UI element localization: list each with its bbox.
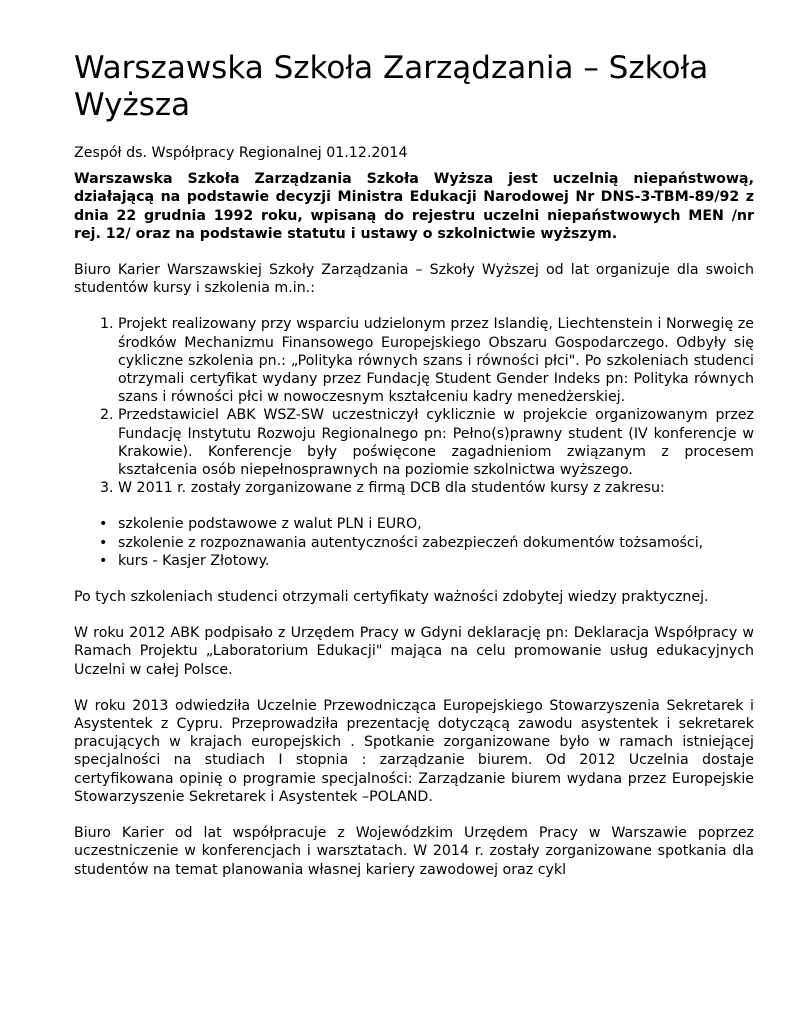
intro-paragraph: Warszawska Szkoła Zarządzania Szkoła Wyższa jest uczelnią niepaństwową, działającą na podstawie decyzji Ministra Edukacji Narodowej Nr DNS-3-TBM-89/92 z dnia 22 grudnia 1992 roku, wpisaną do rejestru uczelni niepaństwowych MEN /nr rej. 12/ oraz na podstawie statutu i ustawy o szkolnictwie wyższym. <box>74 171 754 242</box>
bullet-icon: • <box>99 516 108 533</box>
bullet-icon: • <box>99 552 108 569</box>
numbered-list-item: 3. W 2011 r. zostały zorganizowane z firmą DCB dla studentów kursy z zakresu: <box>118 479 754 497</box>
numbered-list <box>74 315 754 497</box>
bullet-list <box>74 515 754 570</box>
bullet-text: szkolenie z rozpoznawania autentyczności zabezpieczeń dokumentów tożsamości, <box>118 534 704 551</box>
body-paragraph: W roku 2013 odwiedziła Uczelnie Przewodnicząca Europejskiego Stowarzyszenia Sekretarek i Asystentek z Cypru. Przeprowadziła prezentację dotyczącą zawodu asystentek i sekretarek pracujących w krajach europejskich . Spotkanie zorganizowane było w ramach istniejącej specjalności na studiach I stopnia : zarządzanie biurem. Od 2012 Uczelnia dostaje certyfikowana opinię o programie specjalności: Zarządzanie biurem wydana przez Europejskie Stowarzyszenie Sekretarek i Asystentek –POLAND. <box>74 697 754 805</box>
bullet-icon: • <box>99 534 108 551</box>
document-subtitle: Zespół ds. Współpracy Regionalnej 01.12.2014 <box>74 145 408 161</box>
bullet-list-item <box>99 552 754 570</box>
body-paragraph: Po tych szkoleniach studenci otrzymali certyfikaty ważności zdobytej wiedzy praktycznej. <box>74 589 709 606</box>
bullet-list-item <box>99 515 754 533</box>
body-paragraph: W roku 2012 ABK podpisało z Urzędem Pracy w Gdyni deklarację pn: Deklaracja Współpracy w Ramach Projektu „Laboratorium Edukacji" mająca na celu promowanie usług edukacyjnych Uczelni w całej Polsce. <box>74 625 754 678</box>
document-title: Warszawska Szkoła Zarządzania – Szkoła Wyższa <box>74 50 709 123</box>
bullet-text: szkolenie podstawowe z walut PLN i EURO, <box>118 516 422 533</box>
lead-paragraph: Biuro Karier Warszawskiej Szkoły Zarządzania – Szkoły Wyższej od lat organizuje dla swoich studentów kursy i szkolenia m.in.: <box>74 262 754 297</box>
document-page <box>74 50 754 897</box>
numbered-list-item: 1. Projekt realizowany przy wsparciu udzielonym przez Islandię, Liechtenstein i Norwegię ze środków Mechanizmu Finansowego Europejskiego Obszaru Gospodarczego. Odbyły się cykliczne szkolenia pn.: „Polityka równych szans i równości płci". Po szkoleniach studenci otrzymali certyfikat wydany przez Fundację Student Gender Indeks pn: Polityka równych szans i równości płci w nowoczesnym kształceniu kadry menedżerskiej. <box>118 315 754 406</box>
bullet-text: kurs - Kasjer Złotowy. <box>118 552 270 569</box>
body-paragraph: Biuro Karier od lat współpracuje z Wojewódzkim Urzędem Pracy w Warszawie poprzez uczestniczenie w konferencjach i warsztatach. W 2014 r. zostały zorganizowane spotkania dla studentów na temat planowania własnej kariery zawodowej oraz cykl <box>74 825 754 878</box>
bullet-list-item <box>99 534 754 552</box>
numbered-list-item: 2. Przedstawiciel ABK WSZ-SW uczestniczył cyklicznie w projekcie organizowanym przez Fundację Instytutu Rozwoju Regionalnego pn: Pełno(s)prawny student (IV konferencje w Krakowie). Konferencje były poświęcone zagadnieniom związanym z procesem kształcenia osób niepełnosprawnych na poziomie szkolnictwa wyższego. <box>118 406 754 479</box>
